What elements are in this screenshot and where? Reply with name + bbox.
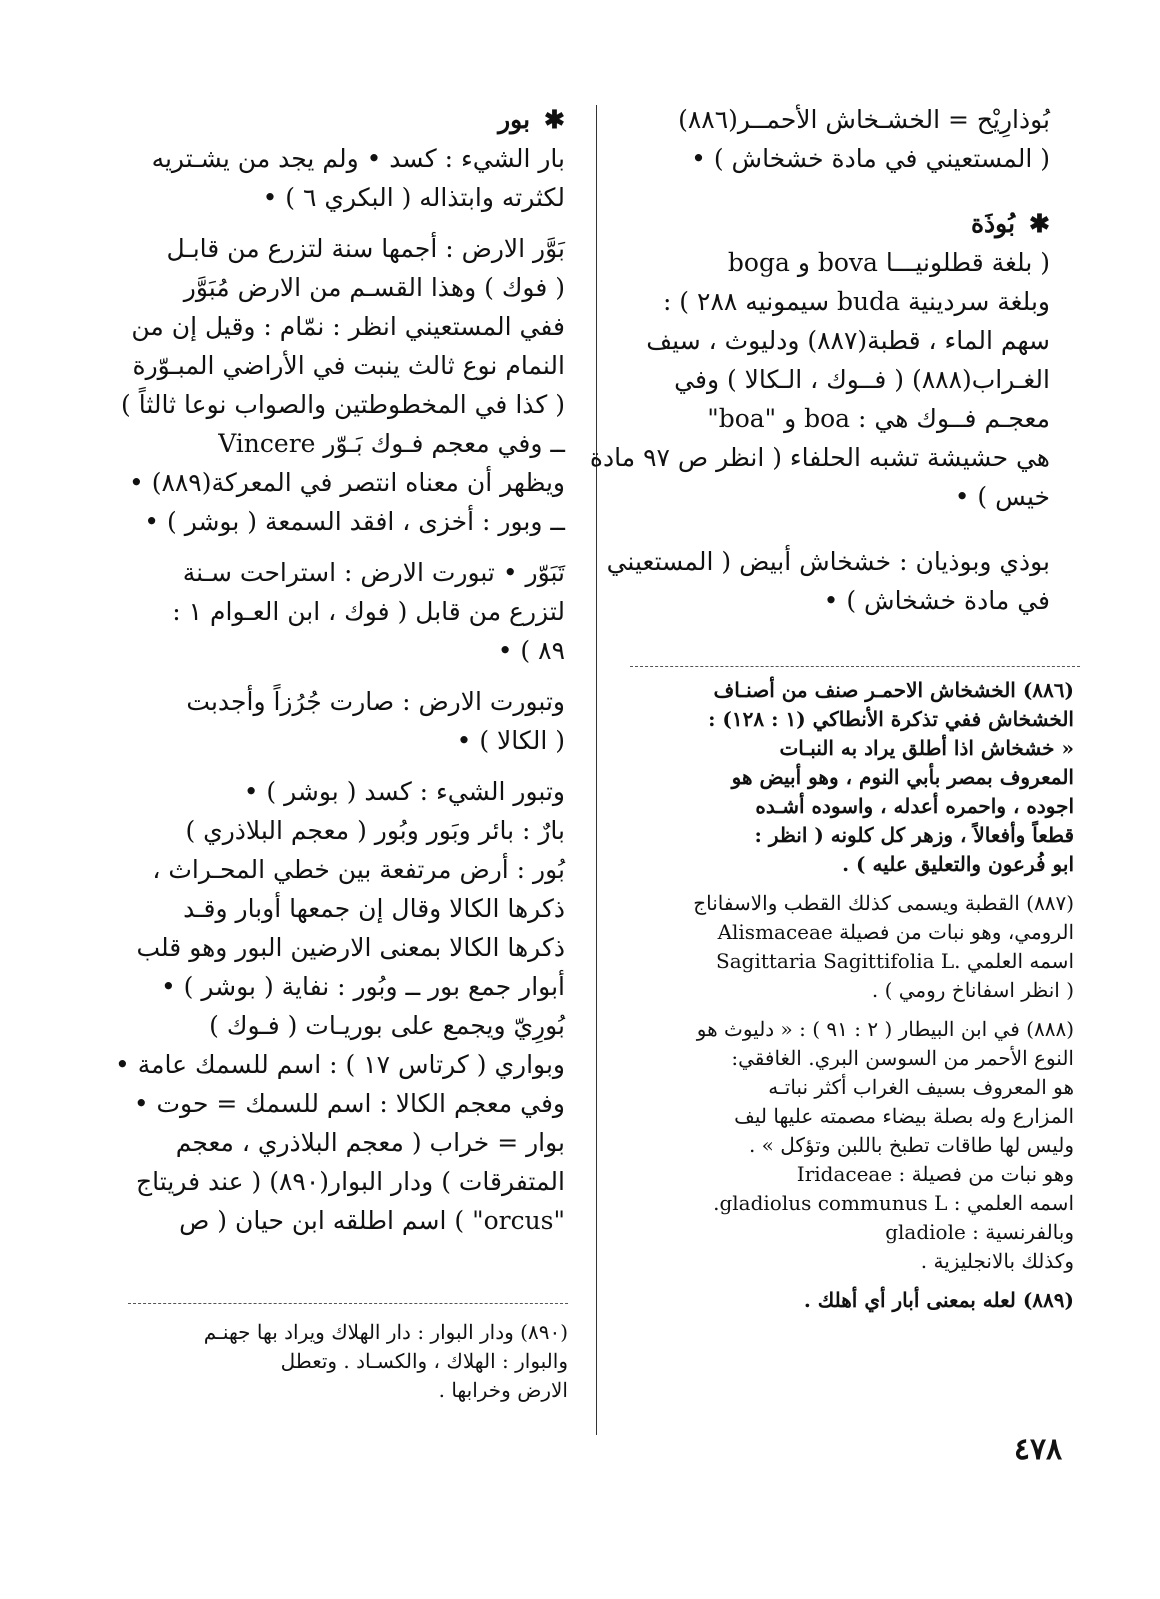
text-line: ( كذا في المخطوطتين والصواب نوعا ثالثاً )	[121, 390, 565, 419]
text-line: وبلغة سردينية buda سيمونيه ٢٨٨ ) :	[662, 287, 1050, 316]
text-line: بُوذارِيْح = الخشـخاش الأحمــر(٨٨٦)	[678, 105, 1050, 134]
text-line: النمام نوع ثالث ينبت في الأراضي المبـوّرة	[132, 351, 565, 380]
footnote-line: ابو فُرعون والتعليق عليه ) .	[842, 852, 1074, 876]
text-line: "orcus" ) اسم اطلقه ابن حيان ( ص	[179, 1206, 565, 1235]
text-line: وتبورت الارض : صارت جُرُزاً وأجدبت	[186, 687, 565, 716]
text-line: بُور : أرض مرتفعة بين خطي المحـراث ،	[152, 855, 565, 884]
footnote-line: وهو نبات من فصيلة : Iridaceae	[796, 1162, 1074, 1186]
text-line: أبوار جمع بور ــ وبُور : نفاية ( بوشر ) •	[160, 972, 565, 1001]
footnote-separator-left	[128, 1303, 568, 1304]
footnote-line: وبالفرنسية : gladiole	[885, 1220, 1074, 1244]
footnote-line: وليس لها طاقات تطبخ باللبن وتؤكل » .	[748, 1133, 1074, 1157]
text-line: وتبور الشيء : كسد ( بوشر ) •	[243, 777, 565, 806]
footnote-line: النوع الأحمر من السوسن البري. الغافقي:	[731, 1046, 1074, 1070]
text-line: بوار = خراب ( معجم البلاذري ، معجم	[175, 1128, 565, 1157]
text-line: المتفرقات ) ودار البوار(٨٩٠) ( عند فريتاج	[136, 1167, 565, 1196]
footnote-line: « خشخاش اذا أطلق يراد به النبـات	[779, 736, 1074, 760]
footnote-line: ( انظر اسفاناخ رومي ) .	[871, 978, 1074, 1002]
text-line: تَبَوّر • تبورت الارض : استراحت سـنة	[182, 558, 565, 587]
text-line: ( فوك ) وهذا القسـم من الارض مُبَوَّر	[183, 273, 565, 302]
text-line: ففي المستعيني انظر : نمّام : وقيل إن من	[131, 312, 565, 341]
footnote-line: والبوار : الهلاك ، والكسـاد . وتعطل	[280, 1349, 568, 1373]
footnote-line: الخشخاش ففي تذكرة الأنطاكي (١ : ١٢٨) :	[708, 707, 1074, 731]
text-line: ( بلغة قطلونيـــا bova و boga	[727, 248, 1050, 277]
text-line: بوذي وبوذيان : خشخاش أبيض ( المستعيني	[606, 547, 1050, 576]
footnote-line: المعروف بمصر بأبي النوم ، وهو أبيض هو	[731, 765, 1074, 789]
text-line: خيس ) •	[954, 482, 1050, 511]
left-column	[115, 100, 565, 1240]
footnote-886	[612, 676, 1074, 879]
footnote-888	[612, 1015, 1074, 1276]
footnotes-right	[612, 676, 1074, 1325]
text-line: سهم الماء ، قطبة(٨٨٧) ودليوث ، سيف	[646, 326, 1050, 355]
footnote-line: قطعاً وأفعالاً ، وزهر كل كلونه ( انظر :	[754, 823, 1074, 847]
text-line: وفي معجم الكالا : اسم للسمك = حوت •	[133, 1089, 565, 1118]
entry-heading-text: بور	[498, 105, 531, 134]
footnote-line: اسمه العلمي .Sagittaria Sagittifolia L	[716, 949, 1074, 973]
text-line: ــ وفي معجم فـوك بَـوّر Vincere	[218, 429, 565, 458]
column-divider	[596, 105, 597, 1435]
footnote-line: المزارع وله بصلة بيضاء مصمته عليها ليف	[734, 1104, 1074, 1128]
text-line: ذكرها الكالا بمعنى الارضين البور وهو قلب	[136, 933, 565, 962]
footnote-line: الرومي، وهو نبات من فصيلة Alismaceae	[717, 920, 1074, 944]
footnotes-left	[128, 1318, 568, 1415]
footnote-line: الارض وخرابها .	[438, 1378, 568, 1402]
entry-heading-text: بُوذَة	[970, 209, 1016, 238]
footnote-line: (٨٩٠) ودار البوار : دار الهلاك ويراد بها جهنـم	[203, 1320, 568, 1344]
footnote-887	[612, 889, 1074, 1005]
entry-heading-bur	[128, 100, 565, 139]
text-line: بُورِيّ ويجمع على بوريـات ( فـوك )	[209, 1011, 565, 1040]
footnote-line: (٨٨٧) القطبة ويسمى كذلك القطب والاسفاناج	[693, 891, 1074, 915]
text-line: في مادة خشخاش ) •	[823, 586, 1050, 615]
footnote-line: (٨٨٩) لعله بمعنى أبار أي أهلك .	[803, 1288, 1074, 1312]
text-line: وبواري ( كرتاس ١٧ ) : اسم للسمك عامة •	[115, 1050, 565, 1079]
footnote-line: وكذلك بالانجليزية .	[920, 1249, 1074, 1273]
entry-heading-bouza	[628, 204, 1050, 243]
footnote-line: (٨٨٨) في ابن البيطار ( ٢ : ٩١ ) : « دليوث هو	[696, 1017, 1074, 1041]
text-line: بارٌ : بائر وبَور وبُور ( معجم البلاذري )	[185, 816, 565, 845]
text-line: ( الكالا ) •	[456, 726, 565, 755]
footnote-separator-right	[630, 666, 1080, 667]
page-number: ٤٧٨	[1013, 1432, 1063, 1467]
text-line: الغـراب(٨٨٨) ( فــوك ، الـكالا ) وفي	[674, 365, 1050, 394]
text-line: معجـم فــوك هي : boa و "boa"	[707, 404, 1050, 433]
footnote-line: اجوده ، واحمره أعدله ، واسوده أشـده	[755, 794, 1074, 818]
text-line: ٨٩ ) •	[497, 636, 565, 665]
text-line: بار الشيء : كسد • ولم يجد من يشـتريه	[151, 144, 565, 173]
asterisk-icon: ✱	[544, 105, 565, 134]
footnote-890	[128, 1318, 568, 1405]
text-line: ويظهر أن معناه انتصر في المعركة(٨٨٩) •	[129, 468, 565, 497]
footnote-line: (٨٨٦) الخشخاش الاحمـر صنف من أصنـاف	[713, 678, 1074, 702]
footnote-889	[612, 1286, 1074, 1315]
right-column	[589, 100, 1050, 620]
text-line: ( المستعيني في مادة خشخاش ) •	[691, 144, 1050, 173]
footnote-line: اسمه العلمي : gladiolus communus L.	[713, 1191, 1074, 1215]
text-line: ــ وبور : أخزى ، افقد السمعة ( بوشر ) •	[144, 507, 565, 536]
text-line: لتزرع من قابل ( فوك ، ابن العـوام ١ :	[172, 597, 565, 626]
text-line: لكثرته وابتذاله ( البكري ٦ ) •	[262, 183, 565, 212]
text-line: بَوَّر الارض : أجمها سنة لتزرع من قابـل	[166, 234, 565, 263]
text-line: ذكرها الكالا وقال إن جمعها أوبار وقـد	[183, 894, 565, 923]
text-line: هي حشيشة تشبه الحلفاء ( انظر ص ٩٧ مادة	[589, 443, 1050, 472]
asterisk-icon: ✱	[1029, 209, 1050, 238]
footnote-line: هو المعروف بسيف الغراب أكثر نباتـه	[768, 1075, 1074, 1099]
